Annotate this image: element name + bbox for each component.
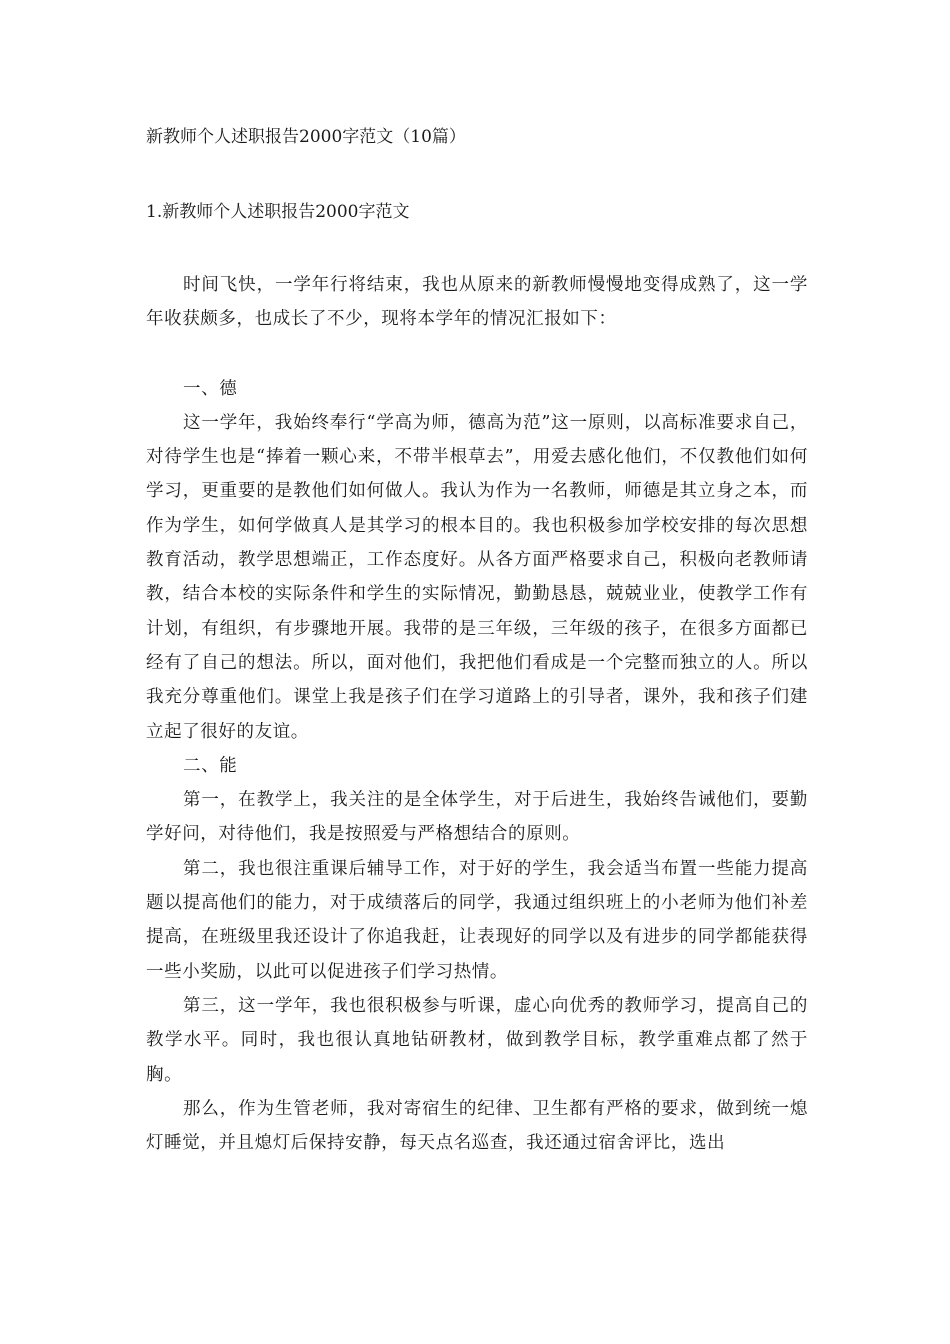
virtue-paragraph: 这一学年，我始终奉行“学高为师，德高为范”这一原则，以高标准要求自己，对待学生也是“捧着一颗心来，不带半根草去”，用爱去感化他们，不仅教他们如何学习，更重要的是教他们如何做人。我认为作为一名教师，师德是其立身之本，而作为学生，如何学做真人是其学习的根本目的。我也积极参加学校安排的每次思想教育活动，教学思想端正，工作态度好。从各方面严格要求自己，积极向老教师请教，结合本校的实际条件和学生的实际情况，勤勤恳恳，兢兢业业，使教学工作有计划，有组织，有步骤地开展。我带的是三年级，三年级的孩子，在很多方面都已经有了自己的想法。所以，面对他们，我把他们看成是一个完整而独立的人。所以我充分尊重他们。课堂上我是孩子们在学习道路上的引导者，课外，我和孩子们建立起了很好的友谊。 bbox=[146, 412, 808, 742]
ability-paragraph-3: 第三，这一学年，我也很积极参与听课，虚心向优秀的教师学习，提高自己的教学水平。同时，我也很认真地钻研教材，做到教学目标，教学重难点都了然于胸。 bbox=[146, 995, 808, 1085]
intro-paragraph: 时间飞快，一学年行将结束，我也从原来的新教师慢慢地变得成熟了，这一学年收获颇多，也成长了不少，现将本学年的情况汇报如下： bbox=[146, 275, 808, 330]
heading-ability: 二、能 bbox=[183, 755, 238, 776]
document-title: 新教师个人述职报告2000字范文（10篇） bbox=[146, 127, 466, 147]
paragraph-gap bbox=[146, 337, 808, 372]
ability-paragraph-2: 第二，我也很注重课后辅导工作，对于好的学生，我会适当布置一些能力提高题以提高他们的能力，对于成绩落后的同学，我通过组织班上的小老师为他们补差提高，在班级里我还设计了你追我赶，让表现好的同学以及有进步的同学都能获得一些小奖励，以此可以促进孩子们学习热情。 bbox=[146, 858, 808, 982]
ability-paragraph-1: 第一，在教学上，我关注的是全体学生，对于后进生，我始终告诫他们，要勤学好问，对待他们，我是按照爱与严格想结合的原则。 bbox=[146, 790, 808, 845]
dorm-paragraph: 那么，作为生管老师，我对寄宿生的纪律、卫生都有严格的要求，做到统一熄灯睡觉，并且熄灯后保持安静，每天点名巡查，我还通过宿舍评比，选出 bbox=[146, 1098, 808, 1154]
heading-virtue: 一、德 bbox=[183, 378, 238, 399]
section-title: 1.新教师个人述职报告2000字范文 bbox=[146, 202, 410, 222]
document-body bbox=[146, 268, 808, 1160]
